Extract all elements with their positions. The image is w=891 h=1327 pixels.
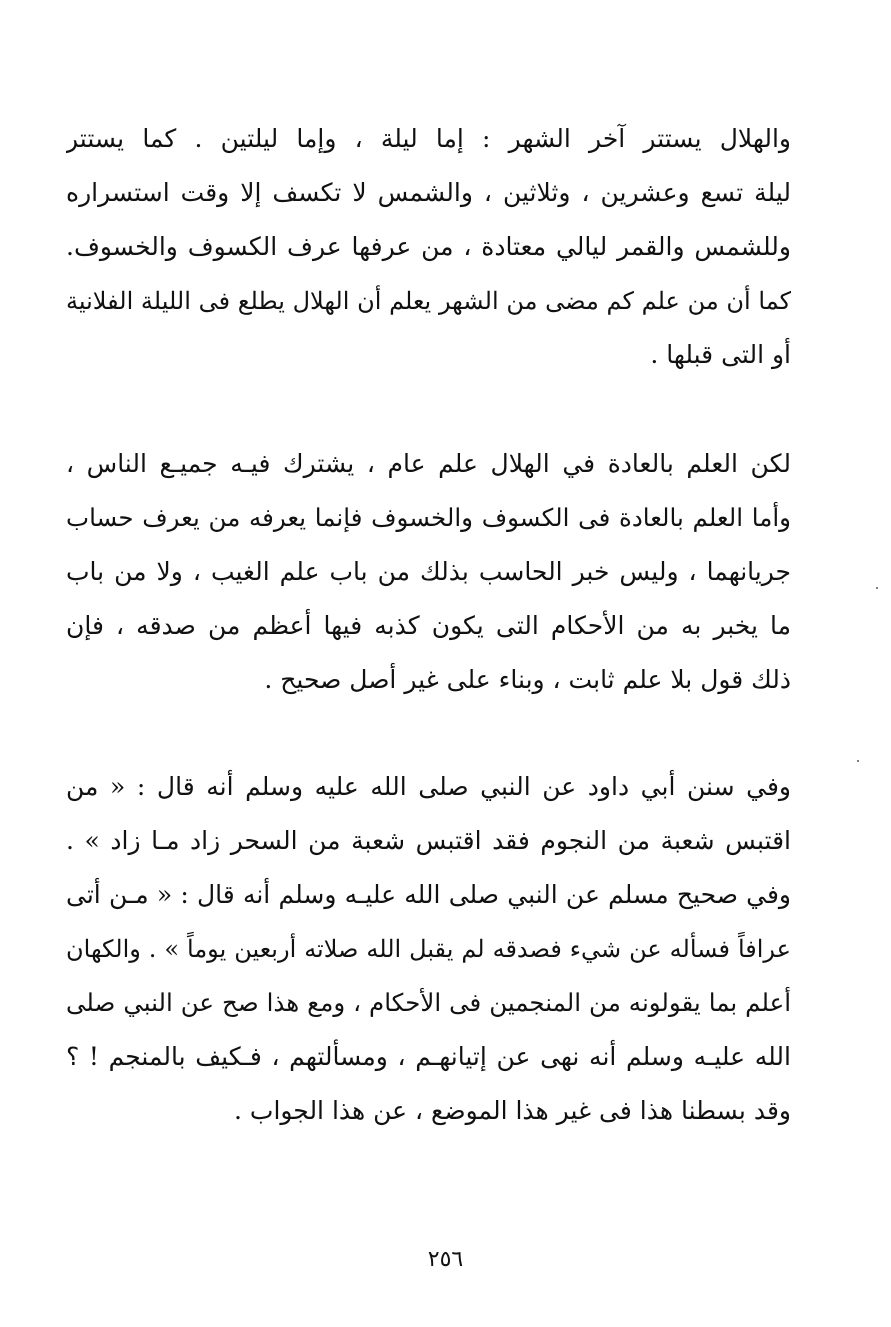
text-line: ليلة تسع وعشرين ، وثلاثين ، والشمس لا تكسف إلا وقت استسراره (66, 178, 791, 207)
text-line: وقد بسطنا هذا فى غير هذا الموضع ، عن هذا الجواب . (234, 1096, 791, 1125)
text-line: ما يخبر به من الأحكام التى يكون كذبه فيها أعظم من صدقه ، فإن (66, 611, 791, 640)
paragraph-1 (66, 112, 791, 382)
scan-speck (857, 760, 859, 762)
page-number: ٢٥٦ (427, 1247, 464, 1272)
text-line: وللشمس والقمر ليالي معتادة ، من عرفها عرف الكسوف والخسوف. (66, 232, 791, 261)
text-line: والهلال يستتر آخر الشهر : إما ليلة ، وإما ليلتين . كما يستتر (66, 124, 791, 153)
text-line: الله عليـه وسلم أنه نهى عن إتيانهـم ، ومسألتهم ، فـكيف بالمنجم ! ؟ (66, 1042, 791, 1071)
text-line: ذلك قول بلا علم ثابت ، وبناء على غير أصل صحيح . (264, 665, 791, 694)
text-line: كما أن من علم كم مضى من الشهر يعلم أن الهلال يطلع فى الليلة الفلانية (66, 287, 791, 315)
text-line: وأما العلم بالعادة فى الكسوف والخسوف فإنما يعرفه من يعرف حساب (66, 503, 791, 532)
text-line: وفي سنن أبي داود عن النبي صلى الله عليه وسلم أنه قال : « من (66, 772, 791, 801)
text-line: أعلم بما يقولونه من المنجمين فى الأحكام ، ومع هذا صح عن النبي صلى (66, 988, 791, 1017)
paragraph-2 (66, 437, 791, 707)
text-line: أو التى قبلها . (650, 340, 791, 369)
text-line: لكن العلم بالعادة في الهلال علم عام ، يشترك فيـه جميـع الناس ، (66, 449, 791, 478)
text-line: اقتبس شعبة من النجوم فقد اقتبس شعبة من السحر زاد مـا زاد » . (66, 826, 791, 855)
scan-speck (876, 587, 878, 589)
text-line: عرافاً فسأله عن شيء فصدقه لم يقبل الله صلاته أربعين يوماً » . والكهان (66, 935, 791, 963)
text-line: وفي صحيح مسلم عن النبي صلى الله عليـه وسلم أنه قال : « مـن أتى (66, 880, 791, 909)
text-line: جريانهما ، وليس خبر الحاسب بذلك من باب علم الغيب ، ولا من باب (66, 557, 791, 586)
paragraph-3 (66, 760, 791, 1138)
